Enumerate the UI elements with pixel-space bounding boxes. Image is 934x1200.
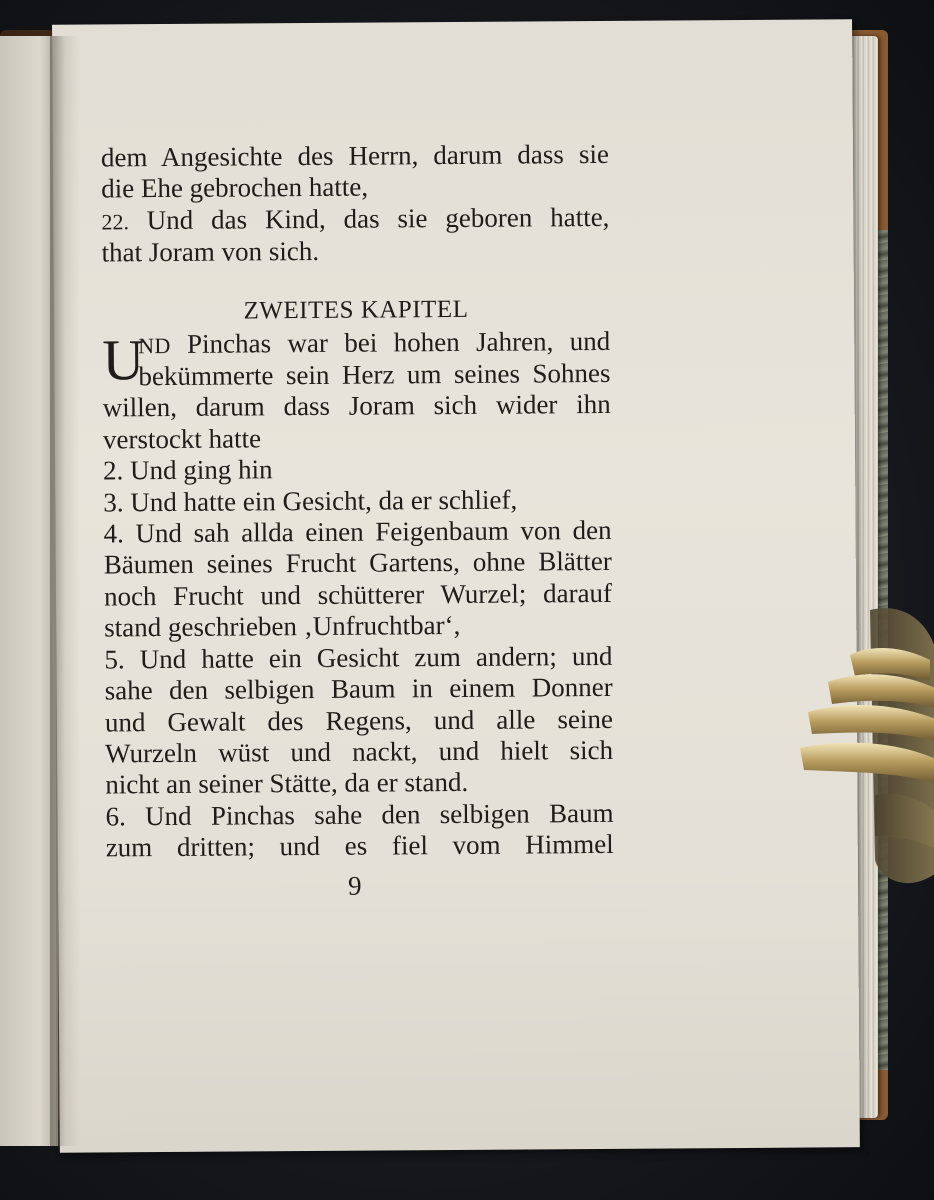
- verse-line-8: sahe den selbigen Baum in einem Donner: [104, 671, 613, 706]
- chapter-opening: [102, 326, 610, 393]
- text-line-1: dem Angesichte des Herrn, darum dass sie: [100, 138, 610, 173]
- verse-line-6: stand geschrieben ‚Unfruchtbar‘,: [104, 610, 461, 643]
- page-text: [101, 139, 614, 864]
- verse-text: Und das Kind, das sie geboren hatte,: [128, 201, 610, 236]
- verse-line-13: zum dritten; und es fiel vom Himmel: [105, 829, 614, 863]
- verse-lines: [103, 452, 614, 864]
- gutter-shadow: [50, 36, 80, 1146]
- drop-cap: U: [102, 326, 145, 393]
- verse-line-9: und Gewalt des Regens, und alle seine: [104, 703, 613, 737]
- verse-line-2: 3. Und hatte ein Gesicht, da er schlief,: [103, 484, 518, 518]
- brass-hand-page-clip: [790, 600, 934, 900]
- page-number: 9: [347, 870, 362, 901]
- verse-line-10: Wurzeln wüst und nackt, und hielt sich: [104, 734, 614, 769]
- opening-small-caps: ND: [138, 332, 171, 358]
- chapter-heading: ZWEITES KAPITEL: [243, 295, 469, 325]
- verse-22-line: [101, 202, 609, 238]
- opening-line-2: bekümmerte sein Herz um seines Sohnes: [138, 357, 611, 392]
- verse-line-7: 5. Und hatte ein Gesicht zum andern; und: [104, 640, 613, 675]
- verse-22-continuation: that Joram von sich.: [101, 236, 320, 268]
- opening-line-4: verstockt hatte: [102, 423, 262, 455]
- opening-line-3: willen, darum dass Joram sich wider ihn: [102, 389, 611, 423]
- verse-line-4: Bäumen seines Frucht Gartens, ohne Blätter: [103, 546, 612, 580]
- verse-number: 22.: [101, 209, 129, 235]
- pre-heading-lines: [101, 139, 609, 205]
- verse-line-11: nicht an seiner Stätte, da er stand.: [105, 767, 469, 800]
- verse-line-12: 6. Und Pinchas sahe den selbigen Baum: [105, 797, 614, 832]
- text-line-2: die Ehe gebrochen hatte,: [101, 171, 369, 204]
- verse-line-5: noch Frucht und schütterer Wurzel; darauf: [103, 577, 613, 612]
- opening-line-1-tail: Pinchas war bei hohen Jahren, und: [170, 325, 611, 359]
- opening-line-1: [102, 326, 610, 362]
- verse-line-1: 2. Und ging hin: [103, 454, 273, 486]
- verse-line-3: 4. Und sah allda einen Feigenbaum von den: [103, 514, 612, 549]
- right-page: [52, 19, 860, 1153]
